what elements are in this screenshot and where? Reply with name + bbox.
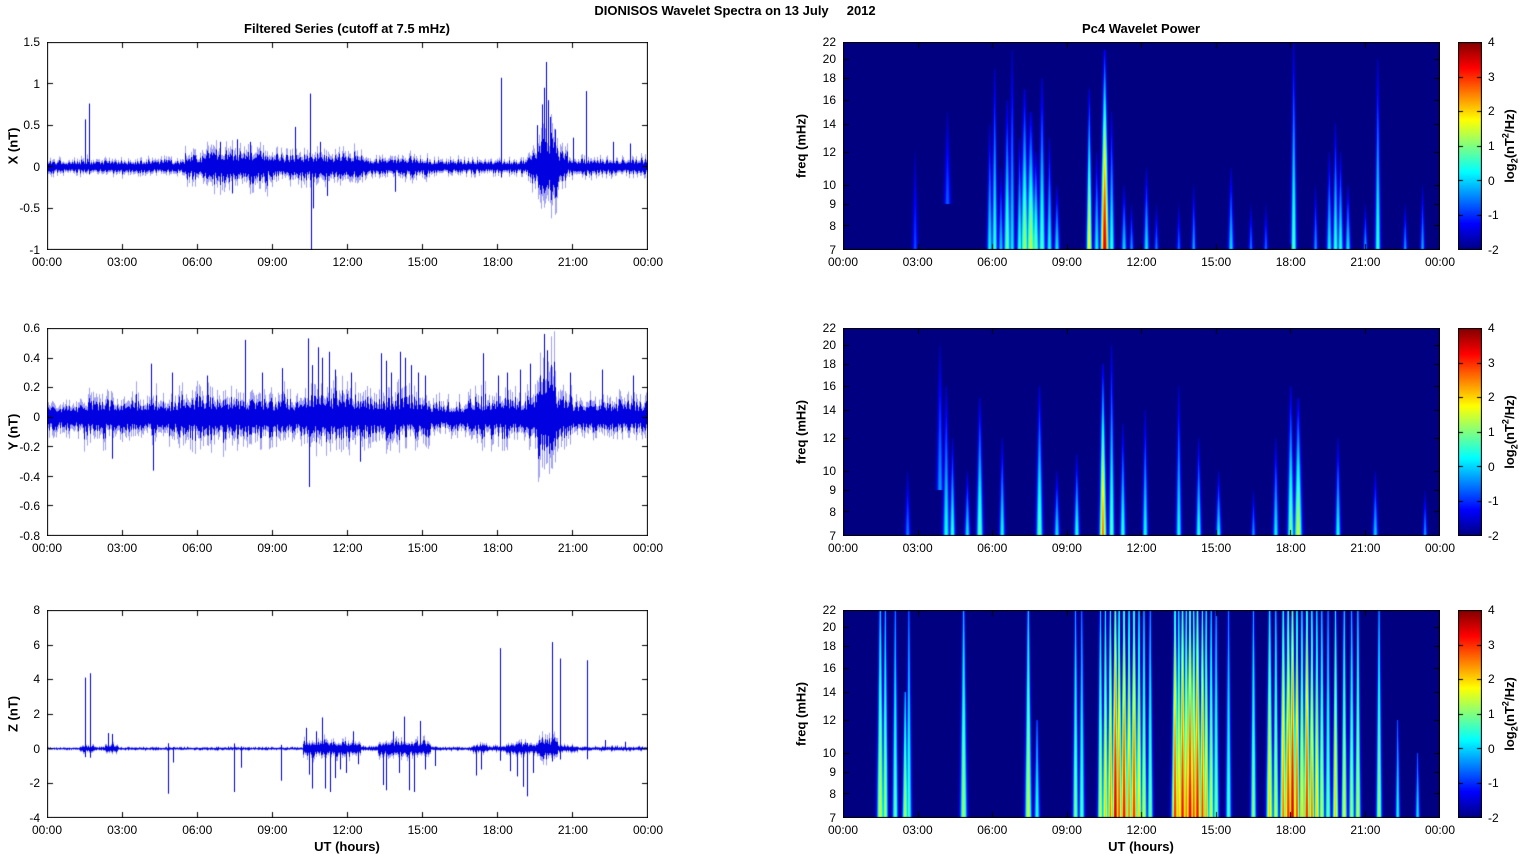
tick-label: 21:00 <box>557 823 588 837</box>
tick-label: 09:00 <box>257 823 288 837</box>
tick-label: 00:00 <box>827 255 859 269</box>
colorbar-y <box>1458 328 1482 536</box>
tick-label: 15:00 <box>407 541 438 555</box>
tick-label: 18:00 <box>482 255 513 269</box>
tick-label: 03:00 <box>902 255 933 269</box>
tick-label: 21:00 <box>557 541 588 555</box>
tick-label: 3 <box>1488 69 1495 84</box>
tick-label: 22 <box>822 35 836 49</box>
tick-label: 15:00 <box>407 823 438 837</box>
tick-label: 09:00 <box>1051 823 1082 837</box>
tick-label: -4 <box>29 811 40 825</box>
wavelet-x-spectrogram <box>843 42 1440 250</box>
tick-label: 20 <box>822 620 836 635</box>
tick-label: 2 <box>33 707 40 721</box>
tick-label: 21:00 <box>1350 823 1381 837</box>
colorbar-x <box>1458 42 1482 250</box>
tick-label: 18:00 <box>1275 823 1306 837</box>
tick-label: 3 <box>1488 355 1495 370</box>
tick-label: 06:00 <box>182 541 213 555</box>
tick-label: 09:00 <box>257 541 288 555</box>
tick-label: -1 <box>29 243 40 257</box>
tick-label: 7 <box>829 243 836 257</box>
tick-label: -1 <box>1488 494 1499 509</box>
tick-label: 18:00 <box>482 541 513 555</box>
tick-label: 0 <box>33 741 40 756</box>
tick-label: 06:00 <box>977 255 1008 269</box>
ts-x-plot <box>47 42 648 250</box>
tick-label: 06:00 <box>977 541 1008 555</box>
tick-label: 21:00 <box>1350 255 1381 269</box>
y-axis-label-z: Z (nT) <box>5 695 21 733</box>
tick-label: 1.5 <box>23 35 40 49</box>
tick-label: 1 <box>33 76 40 91</box>
tick-label: 15:00 <box>1201 255 1232 269</box>
wavelet-y-spectrogram <box>843 328 1440 536</box>
tick-label: 0 <box>1488 173 1495 188</box>
colorbar-z <box>1458 610 1482 818</box>
tick-label: 18:00 <box>1275 541 1306 555</box>
tick-label: 9 <box>829 483 836 498</box>
tick-label: 0.5 <box>23 118 40 133</box>
tick-label: 8 <box>829 504 836 519</box>
tick-label: -1 <box>1488 208 1499 223</box>
tick-label: 4 <box>1488 35 1495 49</box>
ts-y-plot <box>47 328 648 536</box>
tick-label: 10 <box>822 746 836 761</box>
tick-label: 7 <box>829 811 836 825</box>
tick-label: 09:00 <box>1051 255 1082 269</box>
tick-label: 21:00 <box>1350 541 1381 555</box>
tick-label: 8 <box>829 786 836 801</box>
tick-label: 14 <box>822 685 836 700</box>
tick-label: 18:00 <box>482 823 513 837</box>
tick-label: 15:00 <box>1201 823 1232 837</box>
tick-label: 03:00 <box>107 823 138 837</box>
tick-label: 12 <box>822 431 836 446</box>
figure-title: DIONISOS Wavelet Spectra on 13 July 2012 <box>594 3 876 18</box>
tick-label: 12:00 <box>332 823 363 837</box>
freq-axis-label-bottom: freq (mHz) <box>793 681 809 747</box>
tick-label: 03:00 <box>107 255 138 269</box>
tick-label: 1 <box>1488 425 1495 439</box>
tick-label: 2 <box>1488 104 1495 119</box>
tick-label: 00:00 <box>1424 541 1456 555</box>
tick-label: 18 <box>822 357 836 372</box>
tick-label: 00:00 <box>827 823 859 837</box>
tick-label: 22 <box>822 603 836 617</box>
tick-label: -0.5 <box>19 201 40 216</box>
tick-label: 2 <box>1488 390 1495 405</box>
y-axis-label-y: Y (nT) <box>5 413 21 451</box>
tick-label: 0 <box>33 159 40 174</box>
tick-label: 12:00 <box>332 541 363 555</box>
tick-label: -2 <box>1488 243 1499 257</box>
tick-label: -2 <box>1488 811 1499 825</box>
tick-label: 18 <box>822 639 836 654</box>
tick-label: 06:00 <box>977 823 1008 837</box>
tick-label: 00:00 <box>31 823 63 837</box>
colorbar-label-x: $\log_2(nT^2/Hz)$ <box>1500 109 1520 183</box>
colorbar-label-y: $\log_2(nT^2/Hz)$ <box>1500 395 1520 469</box>
tick-label: 0.2 <box>23 380 40 395</box>
tick-label: 1 <box>1488 139 1495 153</box>
tick-label: 18:00 <box>1275 255 1306 269</box>
tick-label: 03:00 <box>902 541 933 555</box>
tick-label: 15:00 <box>1201 541 1232 555</box>
tick-label: 4 <box>1488 603 1495 617</box>
tick-label: 22 <box>822 321 836 335</box>
tick-label: 00:00 <box>31 255 63 269</box>
tick-label: -0.8 <box>19 529 40 543</box>
tick-label: 00:00 <box>1424 255 1456 269</box>
ts-z-plot <box>47 610 648 818</box>
wavelet-z-spectrogram <box>843 610 1440 818</box>
tick-label: 00:00 <box>1424 823 1456 837</box>
tick-label: -0.6 <box>19 499 40 514</box>
ut-hours-label-right: UT (hours) <box>1108 839 1174 854</box>
tick-label: 8 <box>829 218 836 233</box>
tick-label: 16 <box>822 378 836 393</box>
tick-label: 21:00 <box>557 255 588 269</box>
tick-label: 18 <box>822 71 836 86</box>
tick-label: 20 <box>822 52 836 67</box>
tick-label: 1 <box>1488 707 1495 721</box>
tick-label: 0 <box>33 410 40 425</box>
tick-label: -0.2 <box>19 439 40 454</box>
left-column-title: Filtered Series (cutoff at 7.5 mHz) <box>244 21 450 36</box>
tick-label: 8 <box>33 603 40 617</box>
tick-label: 16 <box>822 92 836 107</box>
tick-label: 0.6 <box>23 321 40 335</box>
tick-label: 9 <box>829 197 836 212</box>
tick-label: 10 <box>822 178 836 193</box>
tick-label: 12:00 <box>1126 255 1157 269</box>
tick-label: 9 <box>829 765 836 780</box>
tick-label: -2 <box>29 776 40 791</box>
tick-label: 03:00 <box>902 823 933 837</box>
tick-label: 00:00 <box>632 541 664 555</box>
tick-label: 12 <box>822 713 836 728</box>
ut-hours-label-left: UT (hours) <box>314 839 380 854</box>
tick-label: 0.4 <box>23 350 40 365</box>
tick-label: -0.4 <box>19 469 40 484</box>
tick-label: 00:00 <box>827 541 859 555</box>
tick-label: 4 <box>33 672 40 687</box>
tick-label: 06:00 <box>182 823 213 837</box>
colorbar-label-z: $\log_2(nT^2/Hz)$ <box>1500 677 1520 751</box>
tick-label: 7 <box>829 529 836 543</box>
tick-label: -1 <box>1488 776 1499 791</box>
tick-label: 16 <box>822 660 836 675</box>
tick-label: 00:00 <box>632 823 664 837</box>
right-column-title: Pc4 Wavelet Power <box>1081 21 1201 36</box>
tick-label: 14 <box>822 117 836 132</box>
tick-label: 6 <box>33 637 40 652</box>
tick-label: 12:00 <box>1126 823 1157 837</box>
tick-label: 4 <box>1488 321 1495 335</box>
tick-label: 10 <box>822 464 836 479</box>
tick-label: 00:00 <box>632 255 664 269</box>
tick-label: 03:00 <box>107 541 138 555</box>
tick-label: 0 <box>1488 741 1495 756</box>
tick-label: 06:00 <box>182 255 213 269</box>
tick-label: 15:00 <box>407 255 438 269</box>
freq-axis-label-middle: freq (mHz) <box>793 399 809 465</box>
tick-label: -2 <box>1488 529 1499 543</box>
y-axis-label-x: X (nT) <box>5 127 21 165</box>
tick-label: 00:00 <box>31 541 63 555</box>
tick-label: 09:00 <box>1051 541 1082 555</box>
tick-label: 3 <box>1488 637 1495 652</box>
tick-label: 2 <box>1488 672 1495 687</box>
tick-label: 12 <box>822 145 836 160</box>
freq-axis-label-top: freq (mHz) <box>793 113 809 179</box>
tick-label: 0 <box>1488 459 1495 474</box>
tick-label: 12:00 <box>1126 541 1157 555</box>
tick-label: 12:00 <box>332 255 363 269</box>
tick-label: 09:00 <box>257 255 288 269</box>
tick-label: 20 <box>822 338 836 353</box>
tick-label: 14 <box>822 403 836 418</box>
